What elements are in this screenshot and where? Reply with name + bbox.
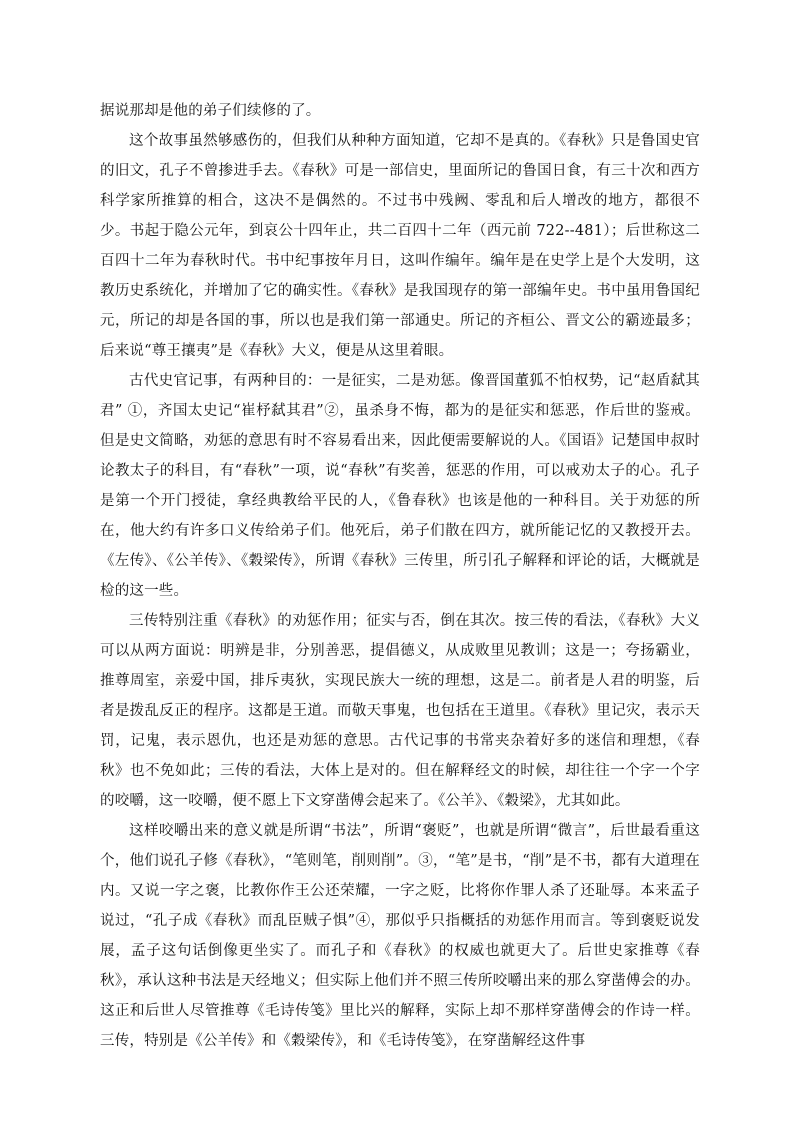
document-body — [100, 96, 700, 1056]
paragraph-chunqiu-origin: 这个故事虽然够感伤的，但我们从种种方面知道，它却不是真的。《春秋》只是鲁国史官的旧文，孔子不曾掺进手去。《春秋》可是一部信史，里面所记的鲁国日食，有三十次和西方科学家所推算的相合，这决不是偶然的。不过书中残阙、零乱和后人增改的地方，都很不少。书起于隐公元年，到哀公十四年止，共二百四十二年（西元前 722--481）；后世称这二百四十二年为春秋时代。书中纪事按年月日，这叫作编年。编年是在史学上是个大发明，这教历史系统化，并增加了它的确实性。《春秋》是我国现存的第一部编年史。书中虽用鲁国纪元，所记的却是各国的事，所以也是我们第一部通史。所记的齐桓公、晋文公的霸迹最多；后来说“尊王攘夷”是《春秋》大义，便是从这里着眼。 — [100, 133, 700, 359]
paragraph-continuation: 据说那却是他的弟子们续修的了。 — [100, 103, 321, 119]
paragraph-shufa-baobian: 这样咬嚼出来的意义就是所谓“书法”，所谓“褒贬”，也就是所谓“微言”，后世最看重这个，他们说孔子修《春秋》，“笔则笔，削则削”。③，“笔”是书，“削”是不书，都有大道理在内。又说一字之褒，比教你作王公还荣耀，一字之贬，比将你作罪人杀了还耻辱。本来孟子说过，“孔子成《春秋》而乱臣贼子惧”④，那似乎只指概括的劝惩作用而言。等到褒贬说发展，孟子这句话倒像更坐实了。而孔子和《春秋》的权威也就更大了。后世史家推尊《春秋》，承认这种书法是天经地义；但实际上他们并不照三传所咬嚼出来的那么穿凿傅会的办。这正和后世人尽管推尊《毛诗传笺》里比兴的解释，实际上却不那样穿凿傅会的作诗一样。三传，特别是《公羊传》和《穀梁传》，和《毛诗传笺》，在穿凿解经这件事 — [100, 823, 700, 1049]
paragraph-historian-purpose: 古代史官记事，有两种目的：一是征实，二是劝惩。像晋国董狐不怕权势，记“赵盾弑其君” ①，齐国太史记“崔杼弑其君”②，虽杀身不悔，都为的是征实和惩恶，作后世的鉴戒。但是史文简略，劝惩的意思有时不容易看出来，因此便需要解说的人。《国语》记楚国申叔时论教太子的科目，有“春秋”一项，说“春秋”有奖善，惩恶的作用，可以戒劝太子的心。孔子是第一个开门授徒，拿经典教给平民的人，《鲁春秋》也该是他的一种科目。关于劝惩的所在，他大约有许多口义传给弟子们。他死后，弟子们散在四方，就所能记忆的又教授开去。《左传》、《公羊传》、《穀梁传》，所谓《春秋》三传里，所引孔子解释和评论的话，大概就是检的这一些。 — [100, 373, 700, 599]
paragraph-three-commentaries: 三传特别注重《春秋》的劝惩作用；征实与否，倒在其次。按三传的看法，《春秋》大义可以从两方面说：明辨是非，分别善恶，提倡德义，从成败里见教训；这是一；夸扬霸业，推尊周室，亲爱中国，排斥夷狄，实现民族大一统的理想，这是二。前者是人君的明鉴，后者是拨乱反正的程序。这都是王道。而敬天事鬼，也包括在王道里。《春秋》里记灾，表示天罚，记鬼，表示恩仇，也还是劝惩的意思。古代记事的书常夹杂着好多的迷信和理想，《春秋》也不免如此；三传的看法，大体上是对的。但在解释经文的时候，却往往一个字一个字的咬嚼，这一咬嚼，便不愿上下文穿凿傅会起来了。《公羊》、《穀梁》，尤其如此。 — [100, 613, 700, 809]
